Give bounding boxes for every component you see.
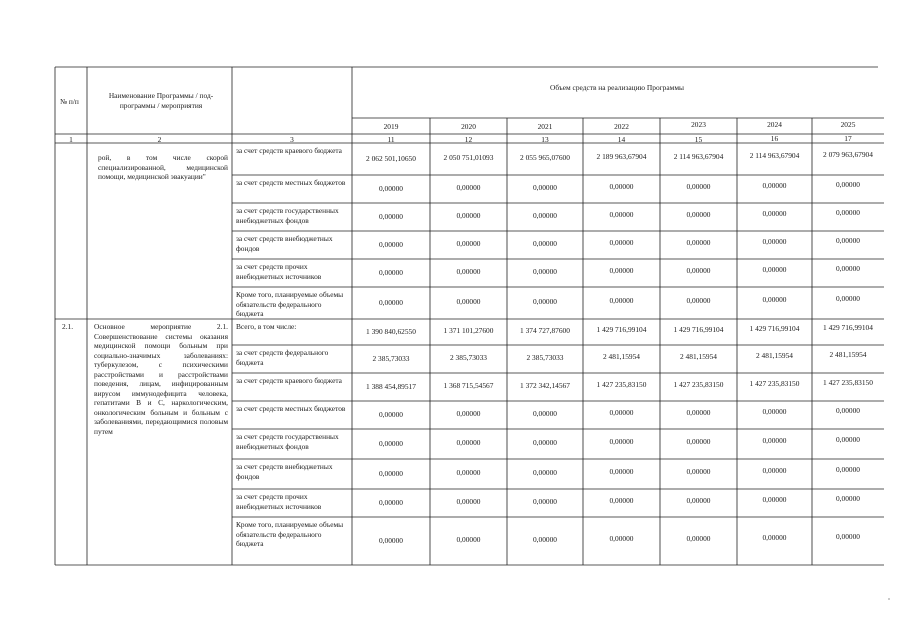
value-cell: 1 388 454,89517 [366, 382, 416, 391]
value-cell: 0,00000 [686, 467, 711, 476]
value-cell: 1 374 727,87600 [520, 326, 570, 335]
value-cell: 2 050 751,01093 [443, 153, 494, 162]
value-cell: 2 189 963,67904 [596, 152, 647, 161]
column-number: 2 [157, 135, 162, 144]
row-label: за счет средств прочих внебюджетных источников [236, 492, 322, 511]
value-cell: 0,00000 [532, 183, 558, 192]
value-cell: 0,00000 [686, 437, 711, 446]
value-cell: 0,00000 [378, 184, 404, 193]
value-cell: 0,00000 [532, 239, 558, 248]
value-cell: 2 114 963,67904 [749, 151, 800, 160]
value-cell: 0,00000 [609, 467, 634, 476]
value-cell: 0,00000 [378, 439, 404, 448]
value-cell: 2 062 501,10650 [366, 154, 416, 163]
value-cell: 2 385,73033 [526, 353, 564, 362]
value-cell: 2 481,15954 [829, 350, 867, 359]
value-cell: 0,00000 [835, 208, 861, 217]
row-label: за счет средств федерального бюджета [236, 348, 329, 367]
value-cell: 0,00000 [456, 535, 481, 544]
row-label: за счет средств государственных внебюджетных фондов [236, 206, 339, 225]
year-header: 2019 [383, 122, 399, 131]
value-cell: 0,00000 [456, 183, 481, 192]
row-label: за счет средств внебюджетных фондов [236, 462, 333, 481]
year-header: 2020 [461, 122, 476, 131]
column-number: 12 [464, 135, 473, 144]
value-cell: 1 427 235,83150 [749, 379, 800, 388]
value-cell: 0,00000 [609, 496, 634, 505]
value-cell: 0,00000 [378, 536, 404, 545]
value-cell: 0,00000 [609, 534, 634, 543]
value-cell: 2 481,15954 [680, 352, 717, 361]
value-cell: 0,00000 [609, 296, 634, 305]
value-cell: 1 427 235,83150 [596, 380, 647, 389]
value-cell: 0,00000 [532, 297, 558, 306]
value-cell: 0,00000 [835, 264, 861, 273]
value-cell: 2 481,15954 [603, 352, 640, 361]
value-cell: 1 427 235,83150 [823, 378, 873, 387]
year-header: 2025 [840, 120, 856, 129]
value-cell: 0,00000 [609, 266, 634, 275]
scan-speck [888, 598, 890, 600]
value-cell: 0,00000 [762, 209, 787, 218]
value-cell: 0,00000 [835, 435, 861, 444]
value-cell: 0,00000 [378, 240, 404, 249]
value-cell: 0,00000 [456, 267, 481, 276]
value-cell: 0,00000 [835, 532, 861, 541]
value-cell: 1 429 716,99104 [823, 323, 873, 332]
value-cell: 0,00000 [835, 294, 861, 303]
row-label: Всего, в том числе: [236, 322, 297, 331]
column-number: 14 [617, 135, 626, 144]
value-cell: 0,00000 [686, 408, 711, 417]
column-number: 17 [844, 134, 852, 143]
value-cell: 0,00000 [456, 211, 481, 220]
value-cell: 1 368 715,54567 [443, 381, 494, 390]
row-label: за счет средств краевого бюджета [236, 146, 342, 155]
value-cell: 0,00000 [686, 210, 711, 219]
value-cell: 2 114 963,67904 [673, 152, 724, 161]
value-cell: 0,00000 [378, 298, 404, 307]
header-name: Наименование Программы / под-программы / мероприятия [108, 91, 214, 110]
value-cell: 0,00000 [378, 268, 404, 277]
value-cell: 1 429 716,99104 [673, 325, 724, 334]
value-cell: 0,00000 [378, 212, 404, 221]
value-cell: 0,00000 [456, 497, 481, 506]
value-cell: 0,00000 [686, 534, 711, 543]
value-cell: 1 390 840,62550 [366, 327, 416, 336]
value-cell: 0,00000 [686, 266, 711, 275]
value-cell: 0,00000 [835, 180, 861, 189]
header-volume: Объем средств на реализацию Программы [550, 83, 684, 92]
value-cell: 2 079 963,67904 [823, 150, 873, 159]
value-cell: 1 371 101,27600 [443, 326, 494, 335]
year-header: 2022 [614, 122, 629, 131]
column-number: 3 [290, 135, 294, 144]
row-label: за счет средств местных бюджетов [236, 404, 346, 413]
value-cell: 0,00000 [762, 265, 787, 274]
block2-name: Основное мероприятие 2.1. Совершенствование системы оказания медицинской помощи больным при социально-значимых заболеваниях: туберкулезом, с психическими расстройствами и расстройствами поведения, лицам, инфицированным вирусом иммунодефицита человека, гепатитами В и С, наркологическим, онкологическим больным и больным с заболеваниями, передающимися половым путем [94, 322, 228, 436]
value-cell: 1 372 342,14567 [520, 381, 570, 390]
row-label: за счет средств местных бюджетов [236, 178, 346, 187]
column-number: 11 [387, 135, 395, 144]
value-cell: 0,00000 [532, 438, 558, 447]
value-cell: 0,00000 [835, 465, 861, 474]
value-cell: 1 427 235,83150 [673, 380, 724, 389]
value-cell: 0,00000 [456, 409, 481, 418]
year-header: 2024 [767, 120, 782, 129]
value-cell: 0,00000 [686, 182, 711, 191]
row-label: за счет средств краевого бюджета [236, 376, 342, 385]
value-cell: 0,00000 [609, 437, 634, 446]
column-number: 16 [770, 134, 779, 143]
column-number: 15 [694, 135, 703, 144]
value-cell: 0,00000 [686, 238, 711, 247]
value-cell: 2 385,73033 [450, 353, 487, 362]
value-cell: 0,00000 [835, 406, 861, 415]
column-number: 13 [541, 135, 549, 144]
row-label: за счет средств внебюджетных фондов [236, 234, 333, 253]
value-cell: 0,00000 [456, 239, 481, 248]
value-cell: 0,00000 [609, 210, 634, 219]
value-cell: 0,00000 [762, 466, 787, 475]
column-number: 1 [69, 135, 73, 144]
value-cell: 0,00000 [762, 436, 787, 445]
value-cell: 0,00000 [456, 297, 481, 306]
value-cell: 1 429 716,99104 [596, 325, 647, 334]
value-cell: 0,00000 [532, 211, 558, 220]
value-cell: 0,00000 [532, 497, 558, 506]
value-cell: 0,00000 [762, 407, 787, 416]
value-cell: 0,00000 [762, 495, 787, 504]
row-label: за счет средств государственных внебюджетных фондов [236, 432, 339, 451]
header-num: № п/п [60, 97, 79, 106]
value-cell: 2 481,15954 [756, 351, 793, 360]
value-cell: 0,00000 [762, 295, 787, 304]
year-header: 2023 [691, 120, 706, 129]
year-header: 2021 [537, 122, 553, 131]
value-cell: 0,00000 [532, 409, 558, 418]
row-label: Кроме того, планируемые объемы обязательств федерального бюджета [236, 290, 344, 318]
value-cell: 0,00000 [456, 438, 481, 447]
value-cell: 0,00000 [532, 267, 558, 276]
value-cell: 0,00000 [609, 238, 634, 247]
value-cell: 0,00000 [378, 410, 404, 419]
value-cell: 2 055 965,07600 [520, 153, 570, 162]
value-cell: 0,00000 [762, 237, 787, 246]
value-cell: 2 385,73033 [372, 354, 410, 363]
value-cell: 0,00000 [609, 182, 634, 191]
block2-num: 2.1. [62, 322, 74, 331]
value-cell: 0,00000 [378, 469, 404, 478]
value-cell: 0,00000 [762, 181, 787, 190]
value-cell: 0,00000 [609, 408, 634, 417]
value-cell: 0,00000 [456, 468, 481, 477]
value-cell: 0,00000 [686, 296, 711, 305]
block1-name: рой, в том числе скорой специализированной, медицинской помощи, медицинской эвакуации" [98, 153, 228, 181]
value-cell: 1 429 716,99104 [749, 324, 800, 333]
row-label: за счет средств прочих внебюджетных источников [236, 262, 322, 281]
value-cell: 0,00000 [835, 236, 861, 245]
value-cell: 0,00000 [762, 533, 787, 542]
value-cell: 0,00000 [532, 535, 558, 544]
value-cell: 0,00000 [378, 498, 404, 507]
row-label: Кроме того, планируемые объемы обязательств федерального бюджета [236, 520, 344, 548]
value-cell: 0,00000 [686, 496, 711, 505]
value-cell: 0,00000 [835, 494, 861, 503]
value-cell: 0,00000 [532, 468, 558, 477]
